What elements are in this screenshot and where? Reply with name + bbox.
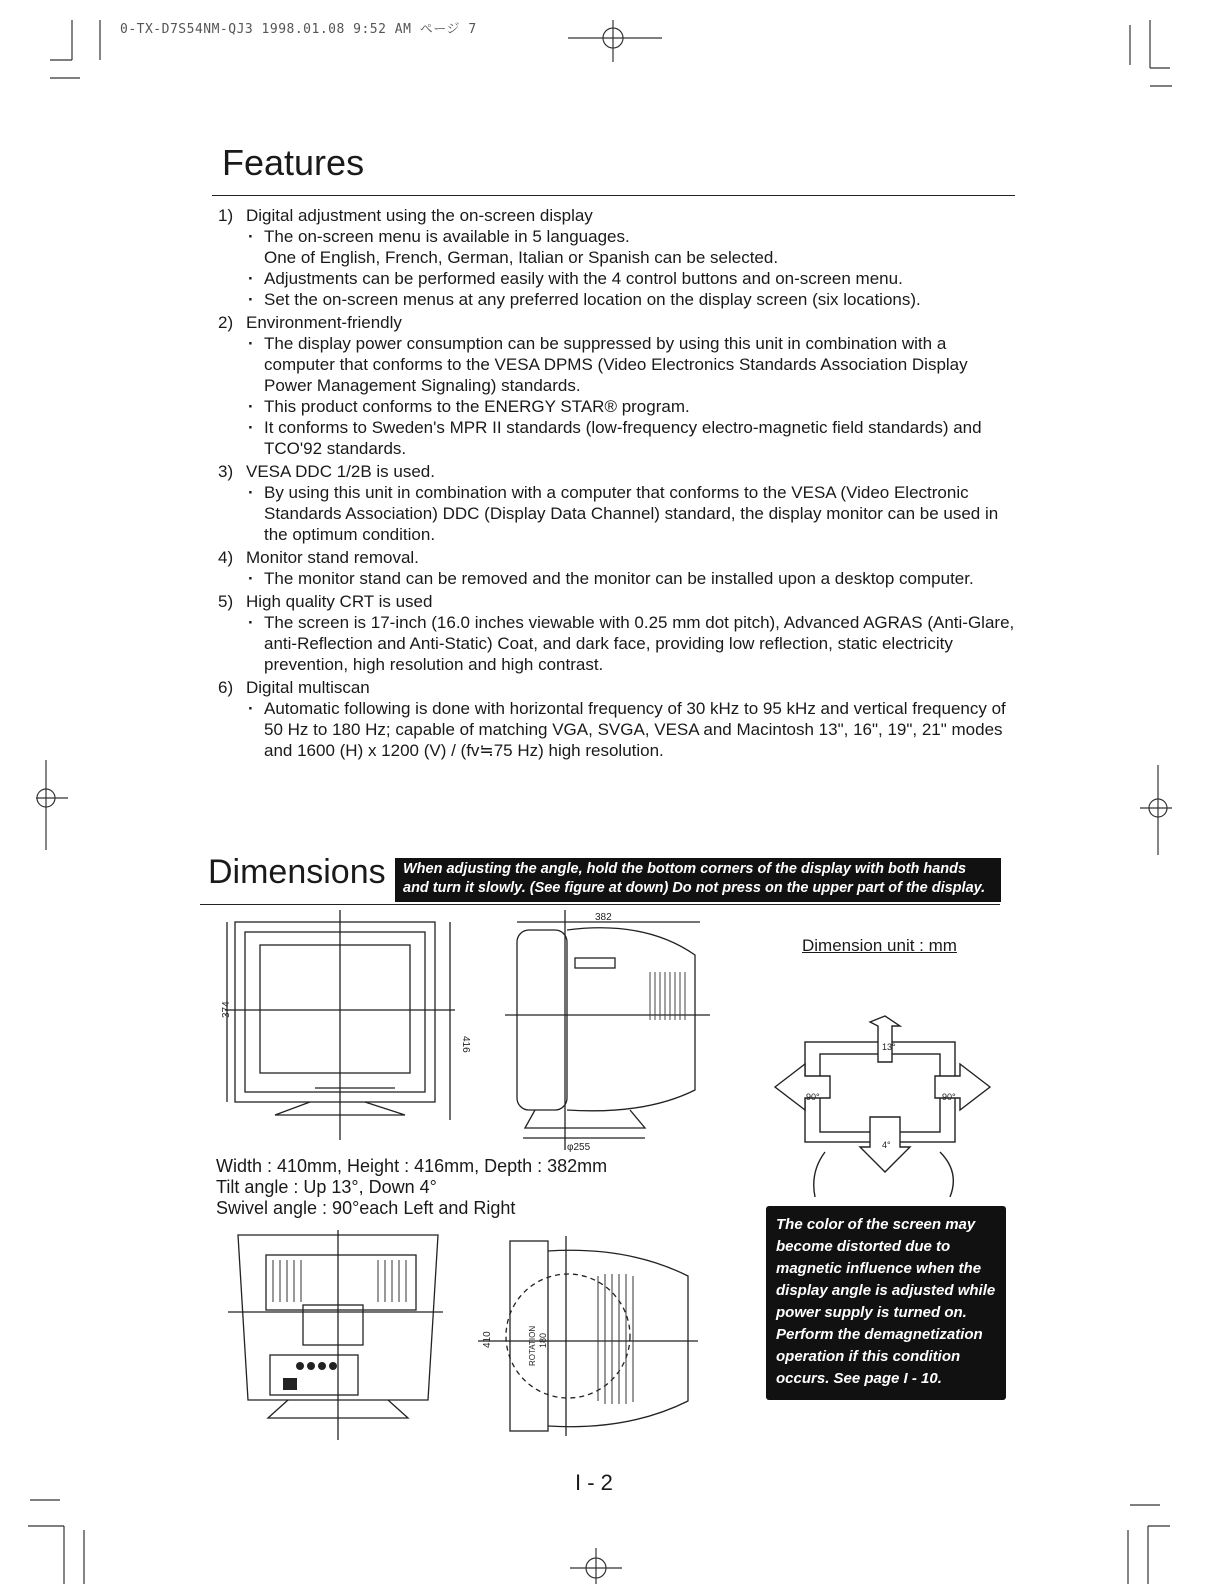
- feature-title: High quality CRT is used: [246, 592, 433, 611]
- feature-bullet: · Set the on-screen menus at any preferred location on the display screen (six locations).: [218, 289, 1018, 310]
- feature-bullet: · Adjustments can be performed easily with the 4 control buttons and on-screen menu.: [218, 268, 1018, 289]
- feature-bullet: · The display power consumption can be suppressed by using this unit in combination with a computer that conforms to the VESA DPMS (Video Electronics Standards Association Display Power Management Signaling) standards.: [218, 333, 1018, 396]
- monitor-rear-view: [228, 1230, 458, 1445]
- print-info-header: 0-TX-D7S54NM-QJ3 1998.01.08 9:52 AM ページ 7: [120, 22, 477, 37]
- dimension-unit-label: Dimension unit : mm: [802, 936, 957, 955]
- page-number: I - 2: [575, 1470, 613, 1495]
- feature-bullet: · The monitor stand can be removed and the monitor can be installed upon a desktop computer.: [218, 568, 1018, 589]
- feature-number: 6): [218, 678, 234, 697]
- swivel-right-label: 90°: [942, 1092, 956, 1102]
- features-heading: Features: [222, 142, 365, 183]
- side-base-label: φ255: [567, 1142, 591, 1153]
- demagnetize-note-box: The color of the screen may become distorted due to magnetic influence when the display angle is adjusted while power supply is turned on. Perform the demagnetization operation if this condition occurs. See page I - 10.: [766, 1206, 1006, 1400]
- swivel-left-label: 90°: [806, 1092, 820, 1102]
- monitor-rotation-view: [478, 1236, 708, 1436]
- rear-width-label: 410: [482, 1331, 493, 1348]
- rotation-angle-label: 180: [538, 1332, 548, 1348]
- spec-swivel: Swivel angle : 90°each Left and Right: [216, 1198, 516, 1218]
- features-rule: [212, 195, 1015, 196]
- feature-bullet: · Automatic following is done with horizontal frequency of 30 kHz to 95 kHz and vertical frequency of 50 Hz to 180 Hz; capable of matching VGA, SVGA, VESA and Macintosh 13", 16", 19", 21" modes and 1600 (H) x 1200 (V) / (fv≒75 Hz) high resolution.: [218, 698, 1018, 761]
- feature-title: Environment-friendly: [246, 313, 402, 332]
- feature-title: Digital multiscan: [246, 678, 370, 697]
- tilt-swivel-illustration: [770, 1012, 1000, 1202]
- feature-bullet-continuation: One of English, French, German, Italian or Spanish can be selected.: [264, 248, 779, 267]
- features-list: [218, 205, 1018, 763]
- angle-warning-box: When adjusting the angle, hold the bottom corners of the display with both hands and turn it slowly. (See figure at down) Do not press on the upper part of the display.: [395, 858, 1001, 902]
- tilt-up-label: 13°: [882, 1042, 896, 1052]
- dimensions-heading: Dimensions: [208, 853, 386, 891]
- feature-item-5: [218, 591, 1018, 675]
- feature-item-1: [218, 205, 1018, 310]
- feature-item-6: [218, 677, 1018, 761]
- feature-number: 2): [218, 313, 234, 332]
- dimension-specs: [216, 1156, 607, 1219]
- feature-bullet: · By using this unit in combination with a computer that conforms to the VESA (Video Electronic Standards Association) DDC (Display Data Channel) standard, the display monitor can be used in the optimum condition.: [218, 482, 1018, 545]
- feature-number: 1): [218, 206, 234, 225]
- feature-item-2: [218, 312, 1018, 459]
- dimensions-rule: [200, 904, 1000, 905]
- front-height-inner-label: 374: [221, 1001, 232, 1018]
- tilt-down-label: 4°: [882, 1140, 891, 1150]
- feature-bullet: · This product conforms to the ENERGY STAR® program.: [218, 396, 1018, 417]
- feature-bullet: · The on-screen menu is available in 5 languages. One of English, French, German, Italian or Spanish can be selected.: [218, 226, 1018, 268]
- feature-number: 3): [218, 462, 234, 481]
- monitor-side-view: [495, 910, 725, 1160]
- feature-item-4: [218, 547, 1018, 589]
- spec-size: Width : 410mm, Height : 416mm, Depth : 382mm: [216, 1156, 608, 1176]
- feature-number: 4): [218, 548, 234, 567]
- spec-tilt: Tilt angle : Up 13°, Down 4°: [216, 1177, 437, 1197]
- side-depth-label: 382: [595, 912, 612, 923]
- feature-title: VESA DDC 1/2B is used.: [246, 462, 435, 481]
- feature-title: Monitor stand removal.: [246, 548, 419, 567]
- feature-number: 5): [218, 592, 234, 611]
- feature-item-3: [218, 461, 1018, 545]
- rotation-label: ROTATION: [528, 1325, 537, 1366]
- feature-bullet: · The screen is 17-inch (16.0 inches viewable with 0.25 mm dot pitch), Advanced AGRAS (Anti-Glare, anti-Reflection and Anti-Static) Coat, and dark face, providing low reflection, static electricity prevention, high resolution and high contrast.: [218, 612, 1018, 675]
- feature-bullet: · It conforms to Sweden's MPR II standards (low-frequency electro-magnetic field standards) and TCO'92 standards.: [218, 417, 1018, 459]
- monitor-front-view: [215, 910, 475, 1150]
- feature-title: Digital adjustment using the on-screen display: [246, 206, 593, 225]
- front-height-outer-label: 416: [460, 1036, 471, 1053]
